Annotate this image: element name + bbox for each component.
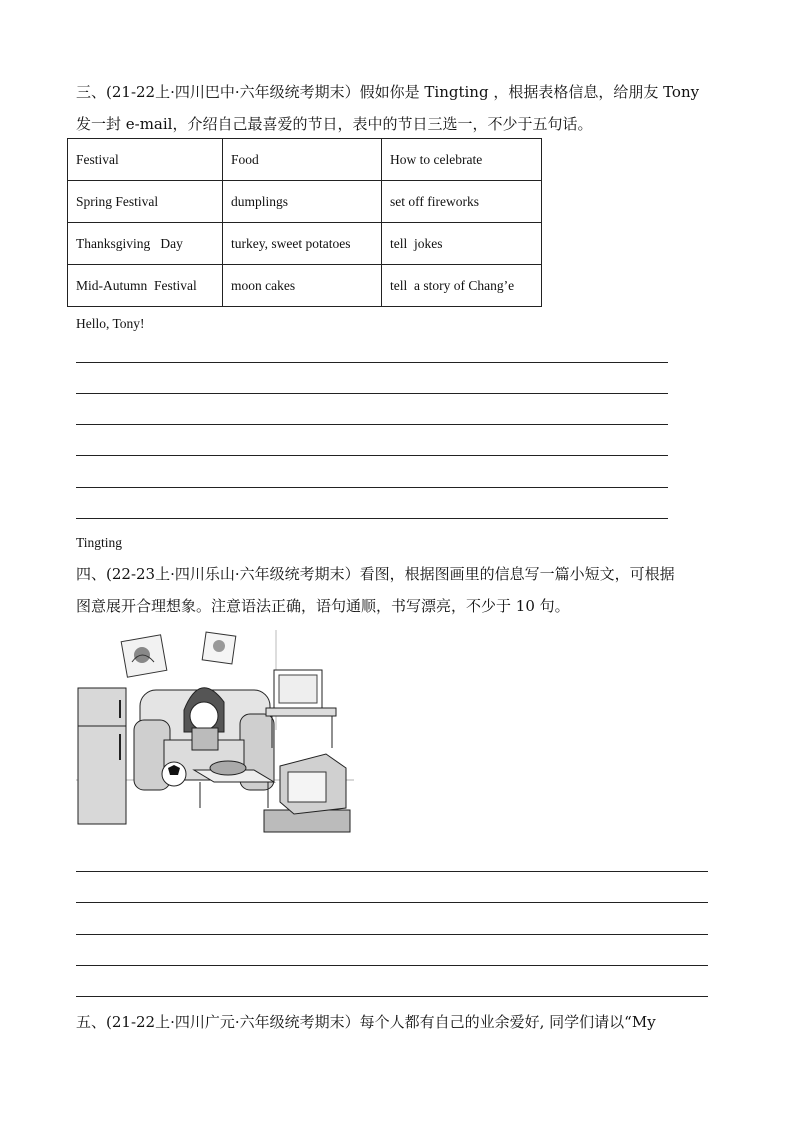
- table-cell: set off fireworks: [382, 181, 542, 223]
- living-room-illustration: [76, 630, 354, 840]
- question-3-line-1: 三、(21-22上·四川巴中·六年级统考期末）假如你是 Tingting ，根据表格信息，给朋友 Tony: [76, 83, 700, 101]
- writing-line: [76, 393, 668, 394]
- writing-line: [76, 965, 708, 966]
- question-4-line-2: 图意展开合理想象。注意语法正确，语句通顺，书写漂亮，不少于 10 句。: [76, 597, 570, 615]
- table-header-cell: How to celebrate: [382, 139, 542, 181]
- refrigerator: [78, 688, 126, 824]
- writing-line: [76, 934, 708, 935]
- question-3-line-2: 发一封 e-mail，介绍自己最喜爱的节日，表中的节日三选一，不少于五句话。: [76, 115, 593, 133]
- table-row: [68, 265, 542, 307]
- writing-line: [76, 871, 708, 872]
- table-header-cell: Festival: [68, 139, 223, 181]
- soccer-ball: [162, 762, 186, 786]
- writing-line: [76, 487, 668, 488]
- writing-line: [76, 455, 668, 456]
- table-cell: turkey, sweet potatoes: [223, 223, 382, 265]
- festival-table: [67, 138, 542, 307]
- table-cell: tell a story of Chang’e: [382, 265, 542, 307]
- writing-line: [76, 518, 668, 519]
- table-cell: Thanksgiving Day: [68, 223, 223, 265]
- writing-line: [76, 424, 668, 425]
- table-header-cell: Food: [223, 139, 382, 181]
- wall-picture: [202, 632, 236, 664]
- writing-line: [76, 902, 708, 903]
- question-4-prompt: [76, 558, 716, 622]
- computer-desk: [266, 670, 336, 748]
- table-cell: tell jokes: [382, 223, 542, 265]
- writing-line: [76, 362, 668, 363]
- television: [264, 754, 350, 832]
- table-cell: Spring Festival: [68, 181, 223, 223]
- question-4-line-1: 四、(22-23上·四川乐山·六年级统考期末）看图，根据图画里的信息写一篇小短文，可根据: [76, 565, 675, 583]
- table-row: [68, 223, 542, 265]
- table-header-row: [68, 139, 542, 181]
- table-cell: Mid-Autumn Festival: [68, 265, 223, 307]
- writing-line: [76, 996, 708, 997]
- table-row: [68, 181, 542, 223]
- wall-picture: [121, 635, 167, 677]
- email-signature: Tingting: [76, 535, 123, 550]
- question-3-prompt: [76, 76, 716, 140]
- question-5-line-1: 五、(21-22上·四川广元·六年级统考期末）每个人都有自己的业余爱好, 同学们请以“My: [76, 1013, 656, 1031]
- question-5-prompt: [76, 1006, 716, 1038]
- email-greeting: Hello, Tony!: [76, 316, 145, 331]
- table-cell: moon cakes: [223, 265, 382, 307]
- table-cell: dumplings: [223, 181, 382, 223]
